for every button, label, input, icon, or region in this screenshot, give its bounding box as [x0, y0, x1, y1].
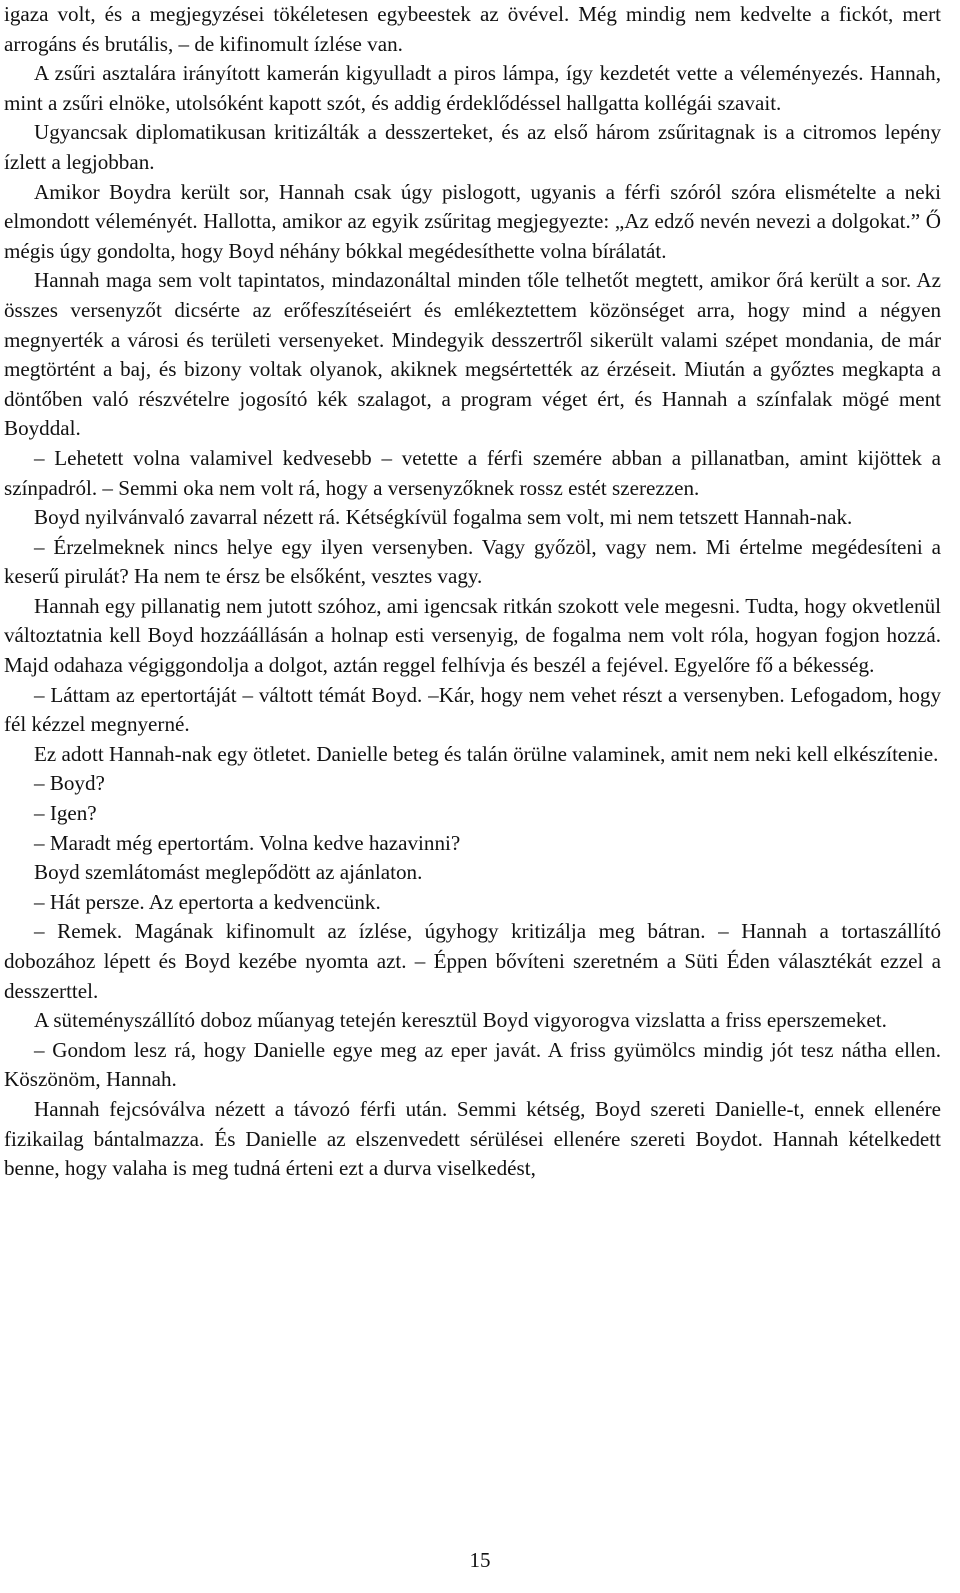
paragraph: – Igen? [34, 801, 97, 826]
page-number: 15 [469, 1548, 491, 1572]
paragraph: Ez adott Hannah-nak egy ötletet. Danielle beteg és talán örülne valaminek, amit nem neki kell elkészítenie. [34, 741, 939, 766]
paragraph: – Hát persze. Az epertorta a kedvencünk. [34, 889, 381, 914]
paragraph: Boyd nyilvánvaló zavarral nézett rá. Kétségkívül fogalma sem volt, mi nem tetszett Hannah-nak. [34, 505, 853, 530]
paragraph: A süteményszállító doboz műanyag tetején keresztül Boyd vigyorogva vizslatta a friss eperszemeket. [34, 1008, 887, 1033]
paragraph: igaza volt, és a megjegyzései tökéletesen egybeestek az övével. Még mindig nem kedvelte a fickót, mert arrogáns és brutális, – de kifinomult ízlése van. [4, 2, 941, 56]
paragraph: Amikor Boydra került sor, Hannah csak úgy pislogott, ugyanis a férfi szóról szóra elismételte a neki elmondott véleményét. Hallotta, amikor az egyik zsűritag megjegyezte: „Az edző nevén nevezi a dolgokat.” Ő mégis úgy gondolta, hogy Boyd néhány bókkal megédesíthette volna bírálatát. [4, 179, 941, 263]
paragraph: A zsűri asztalára irányított kamerán kigyulladt a piros lámpa, így kezdetét vette a véleményezés. Hannah, mint a zsűri elnöke, utolsóként kapott szót, és addig érdeklődéssel hallgatta kollégái szavait. [4, 61, 941, 115]
paragraph: – Maradt még epertortám. Volna kedve hazavinni? [34, 830, 461, 855]
paragraph: Hannah fejcsóválva nézett a távozó férfi után. Semmi kétség, Boyd szereti Danielle-t, ennek ellenére fizikailag bántalmazza. És Danielle az elszenvedett sérülései ellenére szereti Boydot. Hannah kételkedett benne, hogy valaha is meg tudná érteni ezt a durva viselkedést, [4, 1096, 941, 1181]
paragraph: – Lehetett volna valamivel kedvesebb – vetette a férfi szemére abban a pillanatban, amint kijöttek a színpadról. – Semmi oka nem volt rá, hogy a versenyzőknek rossz estét szerezzen. [4, 445, 941, 500]
paragraph: – Gondom lesz rá, hogy Danielle egye meg az eper javát. A friss gyümölcs mindig jót tesz nátha ellen. Köszönöm, Hannah. [4, 1037, 941, 1092]
paragraph: – Láttam az epertortáját – váltott témát Boyd. –Kár, hogy nem vehet részt a versenyben. Lefogadom, hogy fél kézzel megnyerné. [4, 682, 941, 737]
paragraph: Hannah egy pillanatig nem jutott szóhoz, ami igencsak ritkán szokott vele megesni. Tudta, hogy okvetlenül változtatnia kell Boyd hozzáállásán a holnap esti versenyig, de fogalma nem volt róla, hogyan fogjon hozzá. Majd odahaza végiggondolja a dolgot, aztán reggel felhívja és beszél a fejével. Egyelőre fő a békesség. [4, 593, 941, 678]
paragraph: – Remek. Magának kifinomult az ízlése, úgyhogy kritizálja meg bátran. – Hannah a tortaszállító dobozához lépett és Boyd kezébe nyomta azt. – Éppen bővíteni szeretném a Süti Éden választékát ezzel a desszerttel. [4, 919, 941, 1003]
paragraph: Hannah maga sem volt tapintatos, mindazonáltal minden tőle telhetőt megtett, amikor őrá került a sor. Az összes versenyzőt dicsérte az erőfeszítéseiért és emlékeztettem közönséget arra, hogy mind a négyen megnyerték a városi és területi versenyeket. Mindegyik desszertről sikerült valami szépet mondania, de már megtörtént a baj, és bizony voltak olyanok, akiknek megsértették az érzéseit. Miután a győztes megkapta a döntőben való részvételre jogosító kék szalagot, a program véget ért, és Hannah a színfalak mögé ment Boyddal. [4, 268, 941, 441]
paragraph: – Érzelmeknek nincs helye egy ilyen versenyben. Vagy győzöl, vagy nem. Mi értelme megédesíteni a keserű pirulát? Ha nem te érsz be elsőként, vesztes vagy. [4, 534, 941, 589]
paragraph: – Boyd? [34, 771, 105, 796]
page-body [4, 0, 941, 1184]
paragraph: Boyd szemlátomást meglepődött az ajánlaton. [34, 860, 423, 885]
paragraph: Ugyancsak diplomatikusan kritizálták a desszerteket, és az első három zsűritagnak is a citromos lepény ízlett a legjobban. [4, 120, 941, 174]
